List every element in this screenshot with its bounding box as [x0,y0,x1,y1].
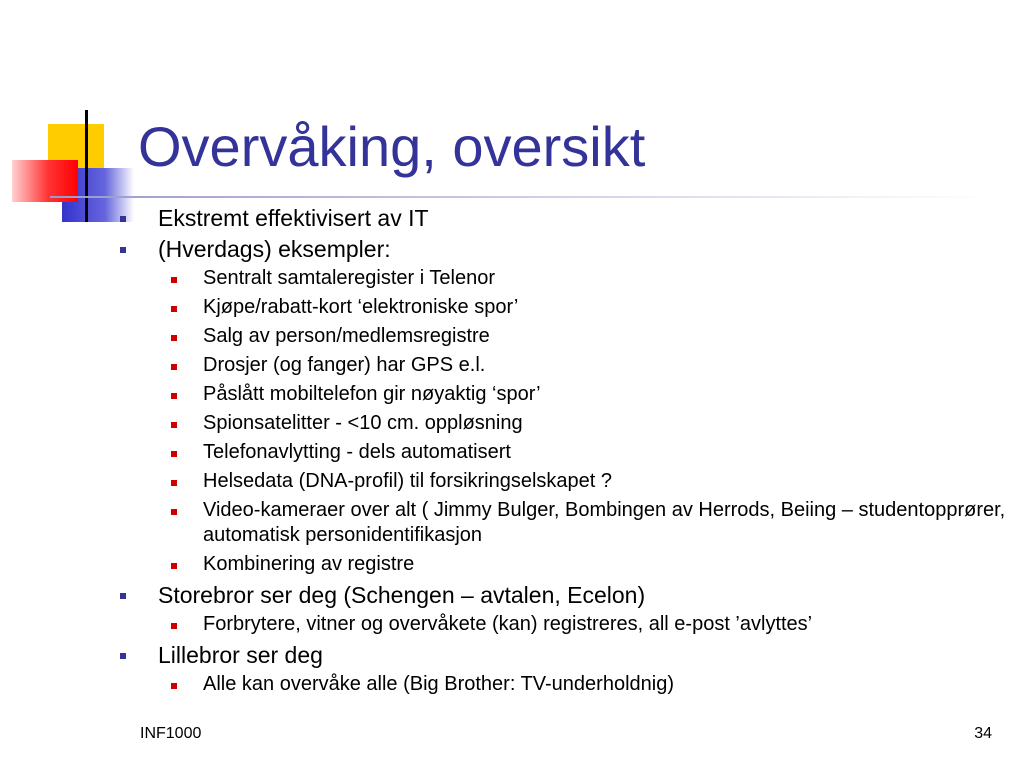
sub-bullet-text: Påslått mobiltelefon gir nøyaktig ‘spor’ [203,383,541,405]
square-bullet-icon [171,451,177,457]
square-bullet-icon [171,563,177,569]
square-bullet-icon [171,277,177,283]
sub-bullet-text: Sentralt samtaleregister i Telenor [203,267,495,289]
sub-bullet-item [118,324,1018,349]
sub-bullet-text: Helsedata (DNA-profil) til forsikringselskapet ? [203,470,613,492]
square-bullet-icon [120,593,126,599]
sub-bullet-item [118,552,1018,577]
sub-bullet-text: Video-kameraer over alt ( Jimmy Bulger, Bombingen av Herrods, Beiing – studentopprører, automatisk personidentifikasjon [203,499,1006,546]
bullet-item [118,204,1018,233]
sub-bullet-item [118,353,1018,378]
square-bullet-icon [171,509,177,515]
square-bullet-icon [171,306,177,312]
bullet-item [118,641,1018,670]
deco-red-square [12,160,78,202]
sub-bullet-item [118,382,1018,407]
bullet-text: Lillebror ser deg [158,642,323,668]
sub-bullet-text: Telefonavlytting - dels automatisert [203,441,511,463]
sub-bullet-text: Alle kan overvåke alle (Big Brother: TV-underholdnig) [203,673,674,695]
footer-course-label: INF1000 [140,725,202,742]
square-bullet-icon [120,653,126,659]
bullet-list [118,204,1018,701]
bullet-text: (Hverdags) eksempler: [158,236,391,262]
bullet-item [118,235,1018,264]
bullet-text: Storebror ser deg (Schengen – avtalen, Ecelon) [158,582,646,608]
square-bullet-icon [171,393,177,399]
square-bullet-icon [120,247,126,253]
sub-bullet-text: Spionsatelitter - <10 cm. oppløsning [203,412,523,434]
sub-bullet-text: Kombinering av registre [203,553,415,575]
deco-horizontal-rule [50,196,990,198]
sub-bullet-item [118,295,1018,320]
sub-bullet-text: Kjøpe/rabatt-kort ‘elektroniske spor’ [203,296,519,318]
square-bullet-icon [171,683,177,689]
square-bullet-icon [171,364,177,370]
sub-bullet-item [118,469,1018,494]
deco-vertical-rule [85,110,88,222]
bullet-text: Ekstremt effektivisert av IT [158,205,429,231]
sub-bullet-text: Forbrytere, vitner og overvåkete (kan) registreres, all e-post ’avlyttes’ [203,613,813,635]
square-bullet-icon [171,422,177,428]
sub-bullet-item [118,411,1018,436]
page-number: 34 [974,725,992,742]
bullet-item [118,581,1018,610]
sub-bullet-text: Salg av person/medlemsregistre [203,325,490,347]
sub-bullet-text: Drosjer (og fanger) har GPS e.l. [203,354,486,376]
square-bullet-icon [120,216,126,222]
square-bullet-icon [171,335,177,341]
sub-bullet-item [118,440,1018,465]
sub-bullet-item [118,498,1018,548]
sub-bullet-item [118,612,1018,637]
sub-bullet-item [118,266,1018,291]
square-bullet-icon [171,480,177,486]
slide-title: Overvåking, oversikt [138,115,646,178]
square-bullet-icon [171,623,177,629]
sub-bullet-item [118,672,1018,697]
